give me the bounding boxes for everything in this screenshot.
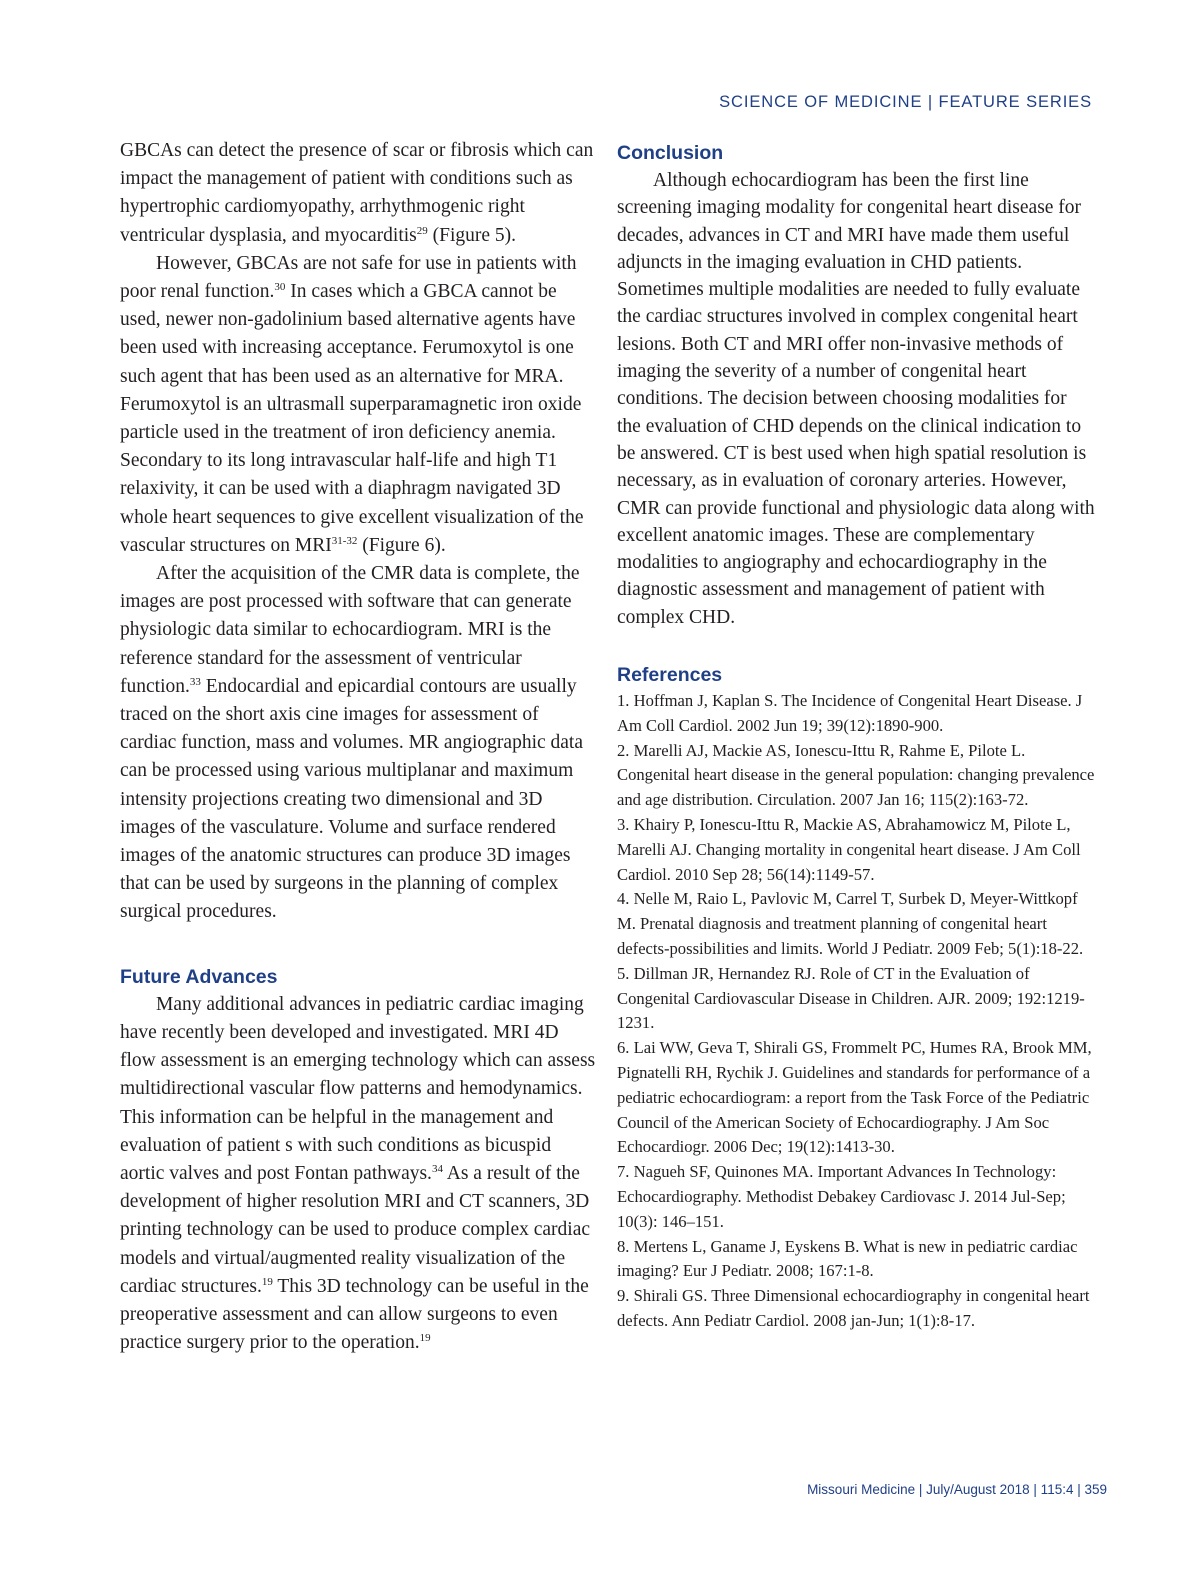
reference-list	[617, 689, 1095, 1334]
left-column	[120, 137, 596, 1357]
paragraph-conclusion: Although echocardiogram has been the first line screening imaging modality for congenital heart disease for decades, advances in CT and MRI have made them useful adjuncts in the imaging evaluation in CHD patients. Sometimes multiple modalities are needed to fully evaluate the cardiac structures involved in complex congenital heart lesions. Both CT and MRI offer non-invasive methods of imaging the severity of a number of congenital heart conditions. The decision between choosing modalities for the evaluation of CHD depends on the clinical indication to be answered. CT is best used when high spatial resolution is necessary, as in evaluation of coronary arteries. However, CMR can provide functional and physiologic data along with excellent anatomic images. These are complementary modalities to angiography and echocardiography in the diagnostic assessment and management of patient with complex CHD.	[617, 170, 1095, 628]
reference-item: 7. Nagueh SF, Quinones MA. Important Advances In Technology: Echocardiography. Methodist Debakey Cardiovasc J. 2014 Jul-Sep; 10(3): 146–151.	[617, 1162, 1066, 1231]
citation: 33	[189, 675, 201, 688]
running-header: SCIENCE OF MEDICINE | FEATURE SERIES	[719, 93, 1092, 111]
reference-item: 6. Lai WW, Geva T, Shirali GS, Frommelt PC, Humes RA, Brook MM, Pignatelli RH, Rychik J. Guidelines and standards for performance of a pediatric echocardiogram: a report from the Task Force of the Pediatric Council of the American Society of Echocardiography. J Am Soc Echocardiogr. 2006 Dec; 19(12):1413-30.	[617, 1038, 1092, 1157]
reference-item: 4. Nelle M, Raio L, Pavlovic M, Carrel T, Surbek D, Meyer-Wittkopf M. Prenatal diagnosis and treatment planning of congenital heart defects-possibilities and limits. World J Pediatr. 2009 Feb; 5(1):18-22.	[617, 889, 1084, 959]
citation: 29	[416, 224, 428, 237]
citation: 30	[274, 281, 286, 294]
page-footer: Missouri Medicine | July/August 2018 | 115:4 | 359	[807, 1482, 1107, 1497]
section-heading-references: References	[617, 664, 723, 687]
right-column	[617, 139, 1095, 1334]
reference-item: 2. Marelli AJ, Mackie AS, Ionescu-Ittu R, Rahme E, Pilote L. Congenital heart disease in the general population: changing prevalence and age distribution. Circulation. 2007 Jan 16; 115(2):163-72.	[617, 740, 1095, 810]
citation: 31-32	[331, 534, 358, 547]
section-heading-future-advances: Future Advances	[120, 965, 278, 988]
reference-item: 9. Shirali GS. Three Dimensional echocardiography in congenital heart defects. Ann Pediatr Cardiol. 2008 jan-Jun; 1(1):8-17.	[617, 1286, 1090, 1330]
citation: 19	[261, 1275, 273, 1288]
paragraph-cmr-processing: After the acquisition of the CMR data is complete, the images are post processed with software that can generate physiologic data similar to echocardiogram. MRI is the reference standard for the assessment of ventricular function.$^{33}$ Endocardial and epicardial contours are usually traced on the short axis cine images for assessment of cardiac function, mass and volumes. MR angiographic data can be processed using various multiplanar and maximum intensity projections creating two dimensional and 3D images of the vasculature. Volume and surface rendered images of the anatomic structures can produce 3D images that can be used by surgeons in the planning of complex surgical procedures.	[120, 563, 583, 923]
citation: 34	[431, 1162, 443, 1175]
reference-item: 1. Hoffman J, Kaplan S. The Incidence of Congenital Heart Disease. J Am Coll Cardiol. 2002 Jun 19; 39(12):1890-900.	[617, 691, 1083, 735]
reference-item: 3. Khairy P, Ionescu-Ittu R, Mackie AS, Abrahamowicz M, Pilote L, Marelli AJ. Changing mortality in congenital heart disease. J Am Coll Cardiol. 2010 Sep 28; 56(14):1149-57.	[617, 815, 1081, 884]
paragraph-gbca-safety: However, GBCAs are not safe for use in patients with poor renal function.$^{30}$ In cases which a GBCA cannot be used, newer non-gadolinium based alternative agents have been used with increasing acceptance. Ferumoxytol is one such agent that has been used as an alternative for MRA. Ferumoxytol is an ultrasmall superparamagnetic iron oxide particle used in the treatment of iron deficiency anemia. Secondary to its long intravascular half-life and high T1 relaxivity, it can be used with a diaphragm navigated 3D whole heart sequences to give excellent visualization of the vascular structures on MRI$^{31-32}$ (Figure 6).	[120, 252, 584, 556]
reference-item: 8. Mertens L, Ganame J, Eyskens B. What is new in pediatric cardiac imaging? Eur J Pediatr. 2008; 167:1-8.	[617, 1236, 1078, 1281]
section-heading-conclusion: Conclusion	[617, 142, 724, 164]
citation: 19	[419, 1332, 431, 1345]
reference-item: 5. Dillman JR, Hernandez RJ. Role of CT in the Evaluation of Congenital Cardiovascular Disease in Children. AJR. 2009; 192:1219-1231.	[617, 963, 1085, 1033]
paragraph-gbca-scar: GBCAs can detect the presence of scar or fibrosis which can impact the management of patient with conditions such as hypertrophic cardiomyopathy, arrhythmogenic right ventricular dysplasia, and myocarditis$^{29}$ (Figure 5).	[120, 140, 594, 246]
paragraph-future-advances: Many additional advances in pediatric cardiac imaging have recently been developed and investigated. MRI 4D flow assessment is an emerging technology which can assess multidirectional vascular flow patterns and hemodynamics. This information can be helpful in the management and evaluation of patient s with such conditions as bicuspid aortic valves and post Fontan pathways.$^{34}$ As a result of the development of higher resolution MRI and CT scanners, 3D printing technology can be used to produce complex cardiac models and virtual/augmented reality visualization of the cardiac structures.$^{19}$ This 3D technology can be useful in the preoperative assessment and can allow surgeons to even practice surgery prior to the operation.$^{19}$	[120, 993, 596, 1354]
